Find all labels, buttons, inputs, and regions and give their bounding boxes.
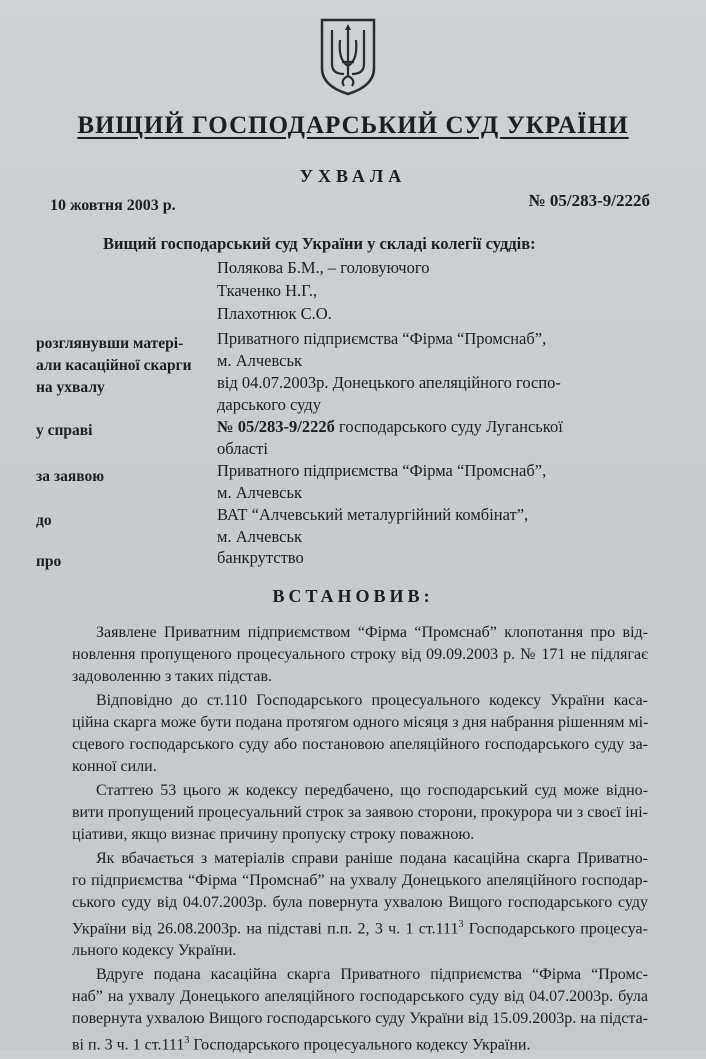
defendant-label: до — [36, 512, 52, 529]
subject-label: про — [36, 553, 62, 570]
trident-emblem-icon — [318, 16, 378, 96]
defendant-value: ВАТ “Алчевський металургійний комбінат”, м. Алчевськ — [217, 505, 529, 546]
case-number-bold: № 05/283-9/222б — [217, 417, 335, 436]
applicant-label: за заявою — [36, 468, 105, 485]
paragraph: Заявлене Приватним підприємством “Фірма “Промснаб” клопотання про від- новлення пропущеного процесуального строку від 09.09.2003 р. № 171 не підлягає задоволенню з таких підстав. — [72, 624, 648, 685]
judge-name: Полякова Б.М., – головуючого — [217, 258, 430, 277]
case-label: у справі — [36, 422, 93, 439]
applicant-value: Приватного підприємства “Фірма “Промснаб”, м. Алчевськ — [217, 461, 547, 502]
paragraph: Як вбачається з матеріалів справи раніше подана касаційна скарга Приватно- го підприємства “Фірма “Промснаб” на ухвалу Донецького апеляційного господар- ського суду від 04.07.2003р. була повернута ухвалою Вищого господарського суду України від 26.08.2003р. на підставі п.п. 2, 3 ч. 1 ст.111$^3$ Господарського процесуа- льного кодексу України. — [72, 850, 648, 960]
document-type: УХВАЛА — [299, 166, 407, 186]
ruling-body — [72, 622, 648, 1059]
considered-label: розглянувши матері- али касаційної скарги на ухвалу — [36, 335, 192, 396]
judge-name: Плахотнюк С.О. — [217, 304, 332, 323]
judges-list — [217, 256, 429, 325]
paragraph: Статтею 53 цього ж кодексу передбачено, що господарський суд може відно- вити пропущений процесуальний строк за заявою сторони, прокурора чи з своєї іні- ціативи, якщо визнає причину пропуску строку поважною. — [72, 782, 648, 843]
paragraph: Відповідно до ст.110 Господарського процесуального кодексу України каса- ційна скарга може бути подана протягом одного місяця з дня набрання рішенням мі- сцевого господарського суду або постановою апеляційного господарського суду за- конної сили. — [72, 692, 649, 775]
ruling-date: 10 жовтня 2003 р. — [50, 197, 176, 214]
composition-intro: Вищий господарський суд України у складі колегії суддів: — [103, 234, 536, 253]
judge-name: Ткаченко Н.Г., — [217, 281, 318, 300]
case-number: № 05/283-9/222б — [528, 191, 650, 210]
established-heading: ВСТАНОВИВ: — [272, 586, 434, 606]
subject-value: банкрутство — [217, 548, 304, 567]
considered-value: Приватного підприємства “Фірма “Промснаб”, м. Алчевськ від 04.07.2003р. Донецького апеляційного госпо- дарського суду — [217, 329, 561, 414]
paragraph: Вдруге подана касаційна скарга Приватного підприємства “Фірма “Промс- наб” на ухвалу Донецького апеляційного господарського суду від 04.07.2003р. була повернута ухвалою Вищого господарського суду України від 15.09.2003р. на підста- ві п. 3 ч. 1 ст.111$^3$ Господарського процесуального кодексу України. — [72, 966, 648, 1054]
case-value: № 05/283-9/222б господарського суду Луганської області — [217, 417, 563, 458]
court-title: ВИЩИЙ ГОСПОДАРСЬКИЙ СУД УКРАЇНИ — [77, 112, 629, 139]
